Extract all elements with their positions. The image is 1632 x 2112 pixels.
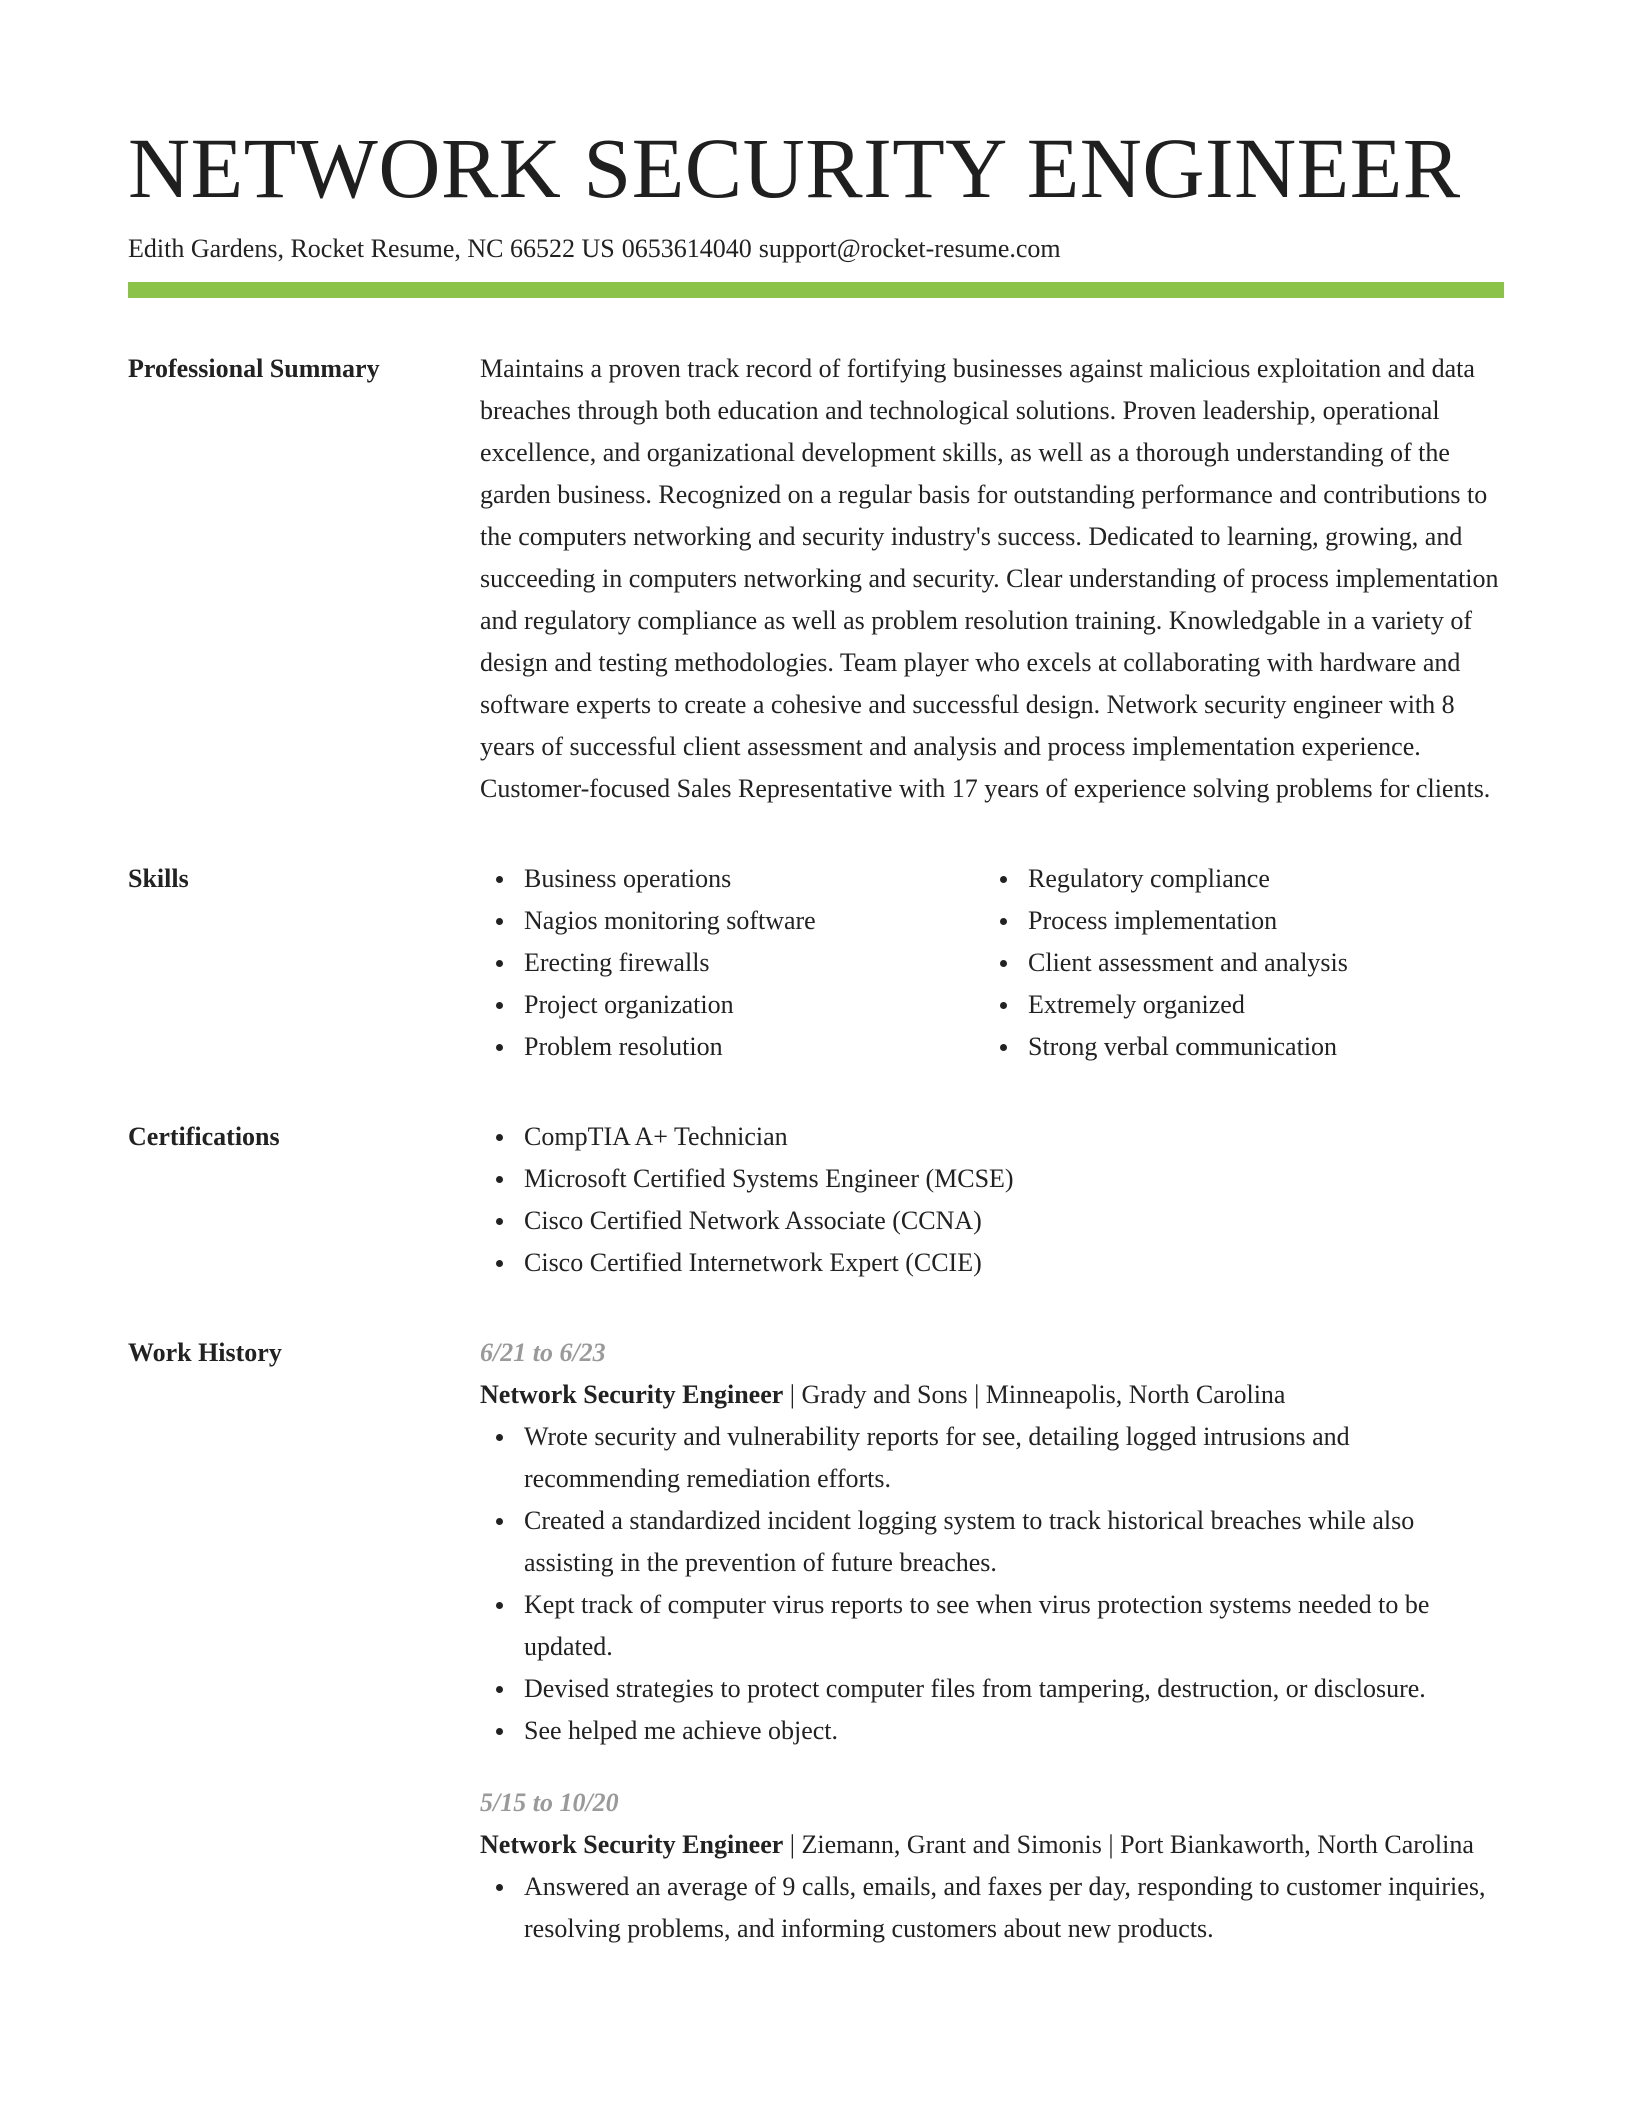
skills-heading: Skills <box>128 864 189 893</box>
contact-email: support@rocket-resume.com <box>758 234 1061 263</box>
skill-item: Client assessment and analysis <box>984 942 1488 984</box>
skill-item: Strong verbal communication <box>984 1026 1488 1068</box>
certifications-body <box>480 1116 1504 1284</box>
certification-item: Cisco Certified Network Associate (CCNA) <box>480 1200 1504 1242</box>
summary-body <box>480 348 1504 810</box>
certifications-section <box>128 1116 1504 1284</box>
job-bullet: See helped me achieve object. <box>480 1710 1504 1752</box>
job-title: Network Security Engineer <box>480 1830 784 1859</box>
job-title-line <box>480 1824 1504 1866</box>
job-bullet: Created a standardized incident logging system to track historical breaches while also assisting in the prevention of future breaches. <box>480 1500 1504 1584</box>
job-dates: 6/21 to 6/23 <box>480 1338 606 1367</box>
job-bullet: Kept track of computer virus reports to see when virus protection systems needed to be updated. <box>480 1584 1504 1668</box>
work-history-body <box>480 1332 1504 1950</box>
summary-heading: Professional Summary <box>128 354 380 383</box>
skill-item: Regulatory compliance <box>984 858 1488 900</box>
job-entry <box>480 1782 1504 1950</box>
contact-line <box>128 232 1504 266</box>
job-bullets <box>480 1416 1504 1752</box>
skill-item: Nagios monitoring software <box>480 900 984 942</box>
summary-section <box>128 348 1504 810</box>
job-entry <box>480 1332 1504 1752</box>
skill-item: Business operations <box>480 858 984 900</box>
contact-phone: 0653614040 <box>621 234 752 263</box>
skills-list-right <box>984 858 1488 1068</box>
skill-item: Erecting firewalls <box>480 942 984 984</box>
skills-grid <box>480 858 1504 1068</box>
skill-item: Extremely organized <box>984 984 1488 1026</box>
header-divider <box>128 282 1504 298</box>
work-history-heading: Work History <box>128 1338 282 1367</box>
summary-text: Maintains a proven track record of fortifying businesses against malicious exploitation and data breaches through both education and technological solutions. Proven leadership, operational excellence, and organizational development skills, as well as a thorough understanding of the garden business. Recognized on a regular basis for outstanding performance and contributions to the computers networking and security industry's success. Dedicated to learning, growing, and succeeding in computers networking and security. Clear understanding of process implementation and regulatory compliance as well as problem resolution training. Knowledgable in a variety of design and testing methodologies. Team player who excels at collaborating with hardware and software experts to create a cohesive and successful design. Network security engineer with 8 years of successful client assessment and analysis and process implementation experience. Customer-focused Sales Representative with 17 years of experience solving problems for clients. <box>480 354 1499 803</box>
job-title-line <box>480 1374 1504 1416</box>
certifications-heading: Certifications <box>128 1122 280 1151</box>
certification-item: Cisco Certified Internetwork Expert (CCIE) <box>480 1242 1504 1284</box>
skill-item: Process implementation <box>984 900 1488 942</box>
job-bullet: Answered an average of 9 calls, emails, and faxes per day, responding to customer inquiries, resolving problems, and informing customers about new products. <box>480 1866 1504 1950</box>
work-history-section <box>128 1332 1504 1950</box>
certification-item: Microsoft Certified Systems Engineer (MCSE) <box>480 1158 1504 1200</box>
job-bullets <box>480 1866 1504 1950</box>
job-bullet: Wrote security and vulnerability reports for see, detailing logged intrusions and recommending remediation efforts. <box>480 1416 1504 1500</box>
resume-page <box>128 118 1504 1950</box>
job-details: | Grady and Sons | Minneapolis, North Carolina <box>783 1380 1286 1409</box>
certification-item: CompTIA A+ Technician <box>480 1116 1504 1158</box>
job-title: Network Security Engineer <box>480 1380 784 1409</box>
resume-name: NETWORK SECURITY ENGINEER <box>128 120 1461 216</box>
job-bullet: Devised strategies to protect computer files from tampering, destruction, or disclosure. <box>480 1668 1504 1710</box>
skill-item: Project organization <box>480 984 984 1026</box>
contact-address: Edith Gardens, Rocket Resume, NC 66522 US <box>128 234 615 263</box>
skill-item: Problem resolution <box>480 1026 984 1068</box>
job-details: | Ziemann, Grant and Simonis | Port Biankaworth, North Carolina <box>783 1830 1474 1859</box>
job-dates: 5/15 to 10/20 <box>480 1788 619 1817</box>
skills-list-left <box>480 858 984 1068</box>
certifications-list <box>480 1116 1504 1284</box>
skills-section <box>128 858 1504 1068</box>
